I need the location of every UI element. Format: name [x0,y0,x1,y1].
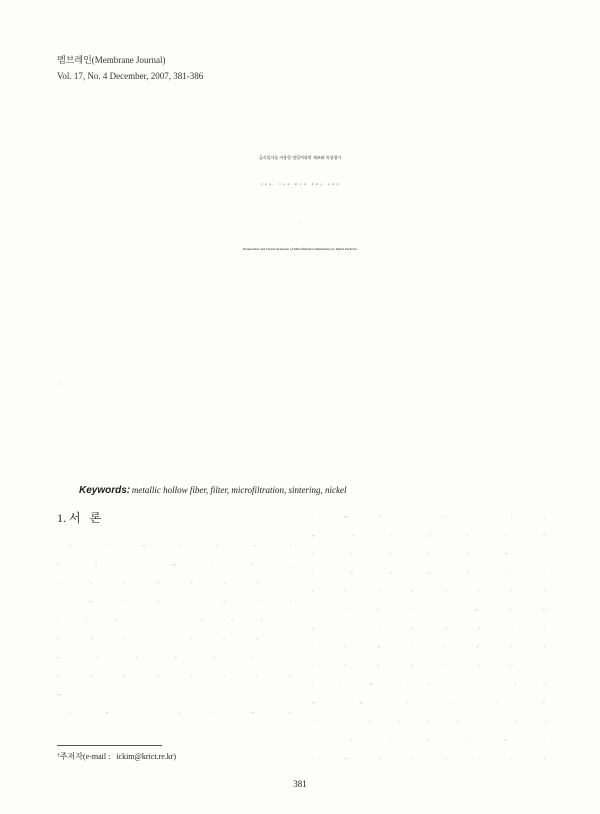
journal-name: 멤브레인(Membrane Journal) [57,55,166,65]
abstract-en-line [57,395,545,409]
body-line [312,732,545,751]
abstract-english [57,395,545,480]
authors-english [40,265,560,279]
affiliation-line [40,288,560,303]
body-line [57,612,291,631]
abstract-en-line [57,438,545,452]
abstract-ko-line [57,362,545,376]
abstract-korean [57,334,545,391]
body-line [312,621,545,640]
dates-korean [40,217,560,230]
journal-issue: Vol. 17, No. 4 December, 2007, 381-386 [57,71,204,81]
body-line [57,631,291,650]
journal-header [57,52,203,84]
body-line [57,705,291,724]
dagger-mark: † [57,752,60,759]
body-line [312,565,545,584]
body-line [312,676,545,695]
body-line [312,509,545,528]
body-line [312,751,545,770]
body-column-right [312,509,545,769]
title-korean: 금속입자를 이용한 정밀여과막 제조와 특성평가 [258,155,342,160]
dagger-mark: † [272,184,274,186]
body-line [312,602,545,621]
body-line [57,557,291,576]
body-line [57,650,291,669]
body-line [312,639,545,658]
body-line [312,714,545,733]
footnote-text: 주저자(e-mail : ickim@krict.re.kr) [59,752,177,761]
keywords [79,483,545,498]
abstract-ko-line [57,348,545,362]
affiliation-korean [40,203,560,216]
body-line [312,695,545,714]
body-line [57,594,291,613]
keywords-label: Keywords: [79,485,131,496]
section-heading: 1. 서 론 [57,511,102,525]
heading-spacer [57,528,291,538]
body-line [312,546,545,565]
body-column-left [57,509,291,724]
body-line [57,687,291,706]
abstract-en-line [57,466,545,480]
corresponding-author-ko: 김 인 철 [260,184,273,186]
body-line [312,528,545,547]
abstract-en-line [57,452,545,466]
title-english: Preparation and Characterization of Microfiltration Membrane by Metal Particles [243,247,357,251]
keywords-text: metallic hollow fiber, filter, microfiltration, sintering, nickel [131,485,347,495]
abstract-en-line [57,423,545,437]
footnote [57,751,176,763]
page-number: 381 [293,779,307,789]
coauthors-ko: · 이 규 호 · 박 주 영 · 정 보 름 · 권 자 영 [273,184,340,186]
affiliation-english [40,288,560,317]
body-line [57,575,291,594]
received-dates [40,317,560,331]
abstract-ko-line [57,334,545,348]
abstract-ko-line [57,377,545,391]
body-line [57,668,291,687]
footnote-divider [57,745,162,746]
abstract-en-line [57,409,545,423]
body-line [312,583,545,602]
authors-korean [40,177,560,193]
affiliation-line [40,303,560,318]
body-line [57,538,291,557]
body-line [312,658,545,677]
